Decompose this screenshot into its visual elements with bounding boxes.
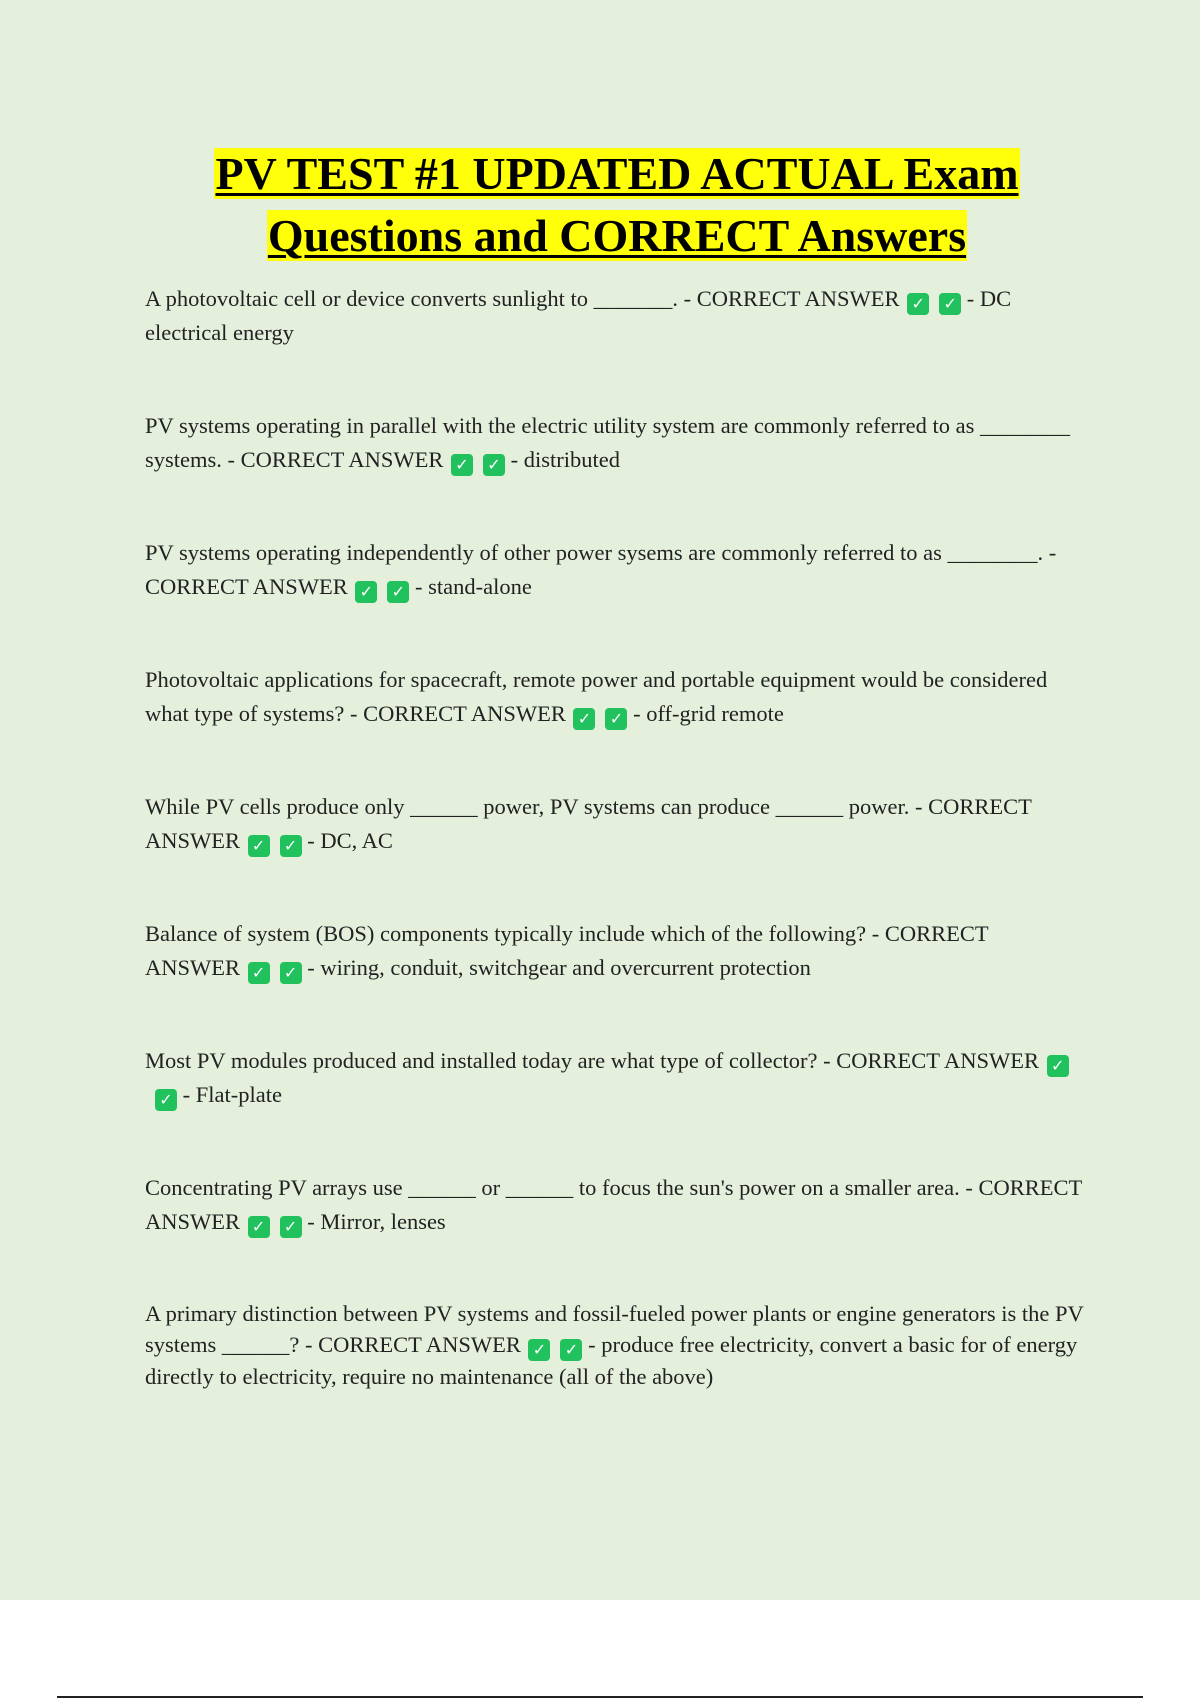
green-check-mark-icon: ✓ [280,835,302,857]
green-check-mark-icon: ✓ [1047,1055,1069,1077]
question-text: A primary distinction between PV systems and fossil-fueled power plants or engine generators is the PV systems ______? - CORRECT ANSWER [145,1301,1084,1357]
green-check-mark-icon: ✓ [573,708,595,730]
title-line-1: PV TEST #1 UPDATED ACTUAL Exam [215,148,1019,199]
question-text: Balance of system (BOS) components typically include which of the following? - CORRECT ANSWER [145,921,989,980]
question-text: Most PV modules produced and installed today are what type of collector? - CORRECT ANSWER [145,1048,1040,1073]
green-check-mark-icon: ✓ [907,293,929,315]
green-check-mark-icon: ✓ [451,454,473,476]
answer-text: - produce free electricity, convert a basic for of energy directly to electricity, require no maintenance (all of the above) [145,1332,1078,1389]
green-check-mark-icon: ✓ [483,454,505,476]
question-item-7 [145,1044,1085,1171]
question-text: Concentrating PV arrays use ______ or ______ to focus the sun's power on a smaller area. - CORRECT ANSWER [145,1175,1082,1234]
green-check-mark-icon: ✓ [355,581,377,603]
green-check-mark-icon: ✓ [280,962,302,984]
green-check-mark-icon: ✓ [248,835,270,857]
question-text: Photovoltaic applications for spacecraft, remote power and portable equipment would be considered what type of systems? - CORRECT ANSWER [145,667,1048,726]
question-item-6 [145,917,1085,1044]
footer-divider [57,1696,1143,1698]
green-check-mark-icon: ✓ [560,1339,582,1361]
document-title [100,143,1134,267]
question-text: PV systems operating independently of other power sysems are commonly referred to as ________. - CORRECT ANSWER [145,540,1057,599]
question-item-9 [145,1298,1085,1425]
title-line-2: Questions and CORRECT Answers [267,210,967,261]
green-check-mark-icon: ✓ [248,1216,270,1238]
answer-text: - Mirror, lenses [307,1209,446,1234]
question-item-5 [145,790,1085,917]
answer-text: - off-grid remote [633,701,784,726]
green-check-mark-icon: ✓ [605,708,627,730]
question-item-2 [145,409,1085,536]
question-text: PV systems operating in parallel with the electric utility system are commonly referred to as ________ systems. - CORRECT ANSWER [145,413,1070,472]
green-check-mark-icon: ✓ [528,1339,550,1361]
green-check-mark-icon: ✓ [939,293,961,315]
question-item-3 [145,536,1085,663]
green-check-mark-icon: ✓ [280,1216,302,1238]
answer-text: - distributed [510,447,620,472]
question-text: A photovoltaic cell or device converts sunlight to _______. - CORRECT ANSWER [145,286,900,311]
question-list [145,282,1085,1425]
question-text: While PV cells produce only ______ power, PV systems can produce ______ power. - CORRECT ANSWER [145,794,1032,853]
question-item-8 [145,1171,1085,1298]
answer-text: - DC electrical energy [145,286,1012,345]
question-item-1 [145,282,1085,409]
answer-text: - DC, AC [307,828,393,853]
green-check-mark-icon: ✓ [155,1089,177,1111]
green-check-mark-icon: ✓ [248,962,270,984]
answer-text: - Flat-plate [182,1082,282,1107]
green-check-mark-icon: ✓ [387,581,409,603]
question-item-4 [145,663,1085,790]
answer-text: - wiring, conduit, switchgear and overcurrent protection [307,955,811,980]
answer-text: - stand-alone [415,574,532,599]
